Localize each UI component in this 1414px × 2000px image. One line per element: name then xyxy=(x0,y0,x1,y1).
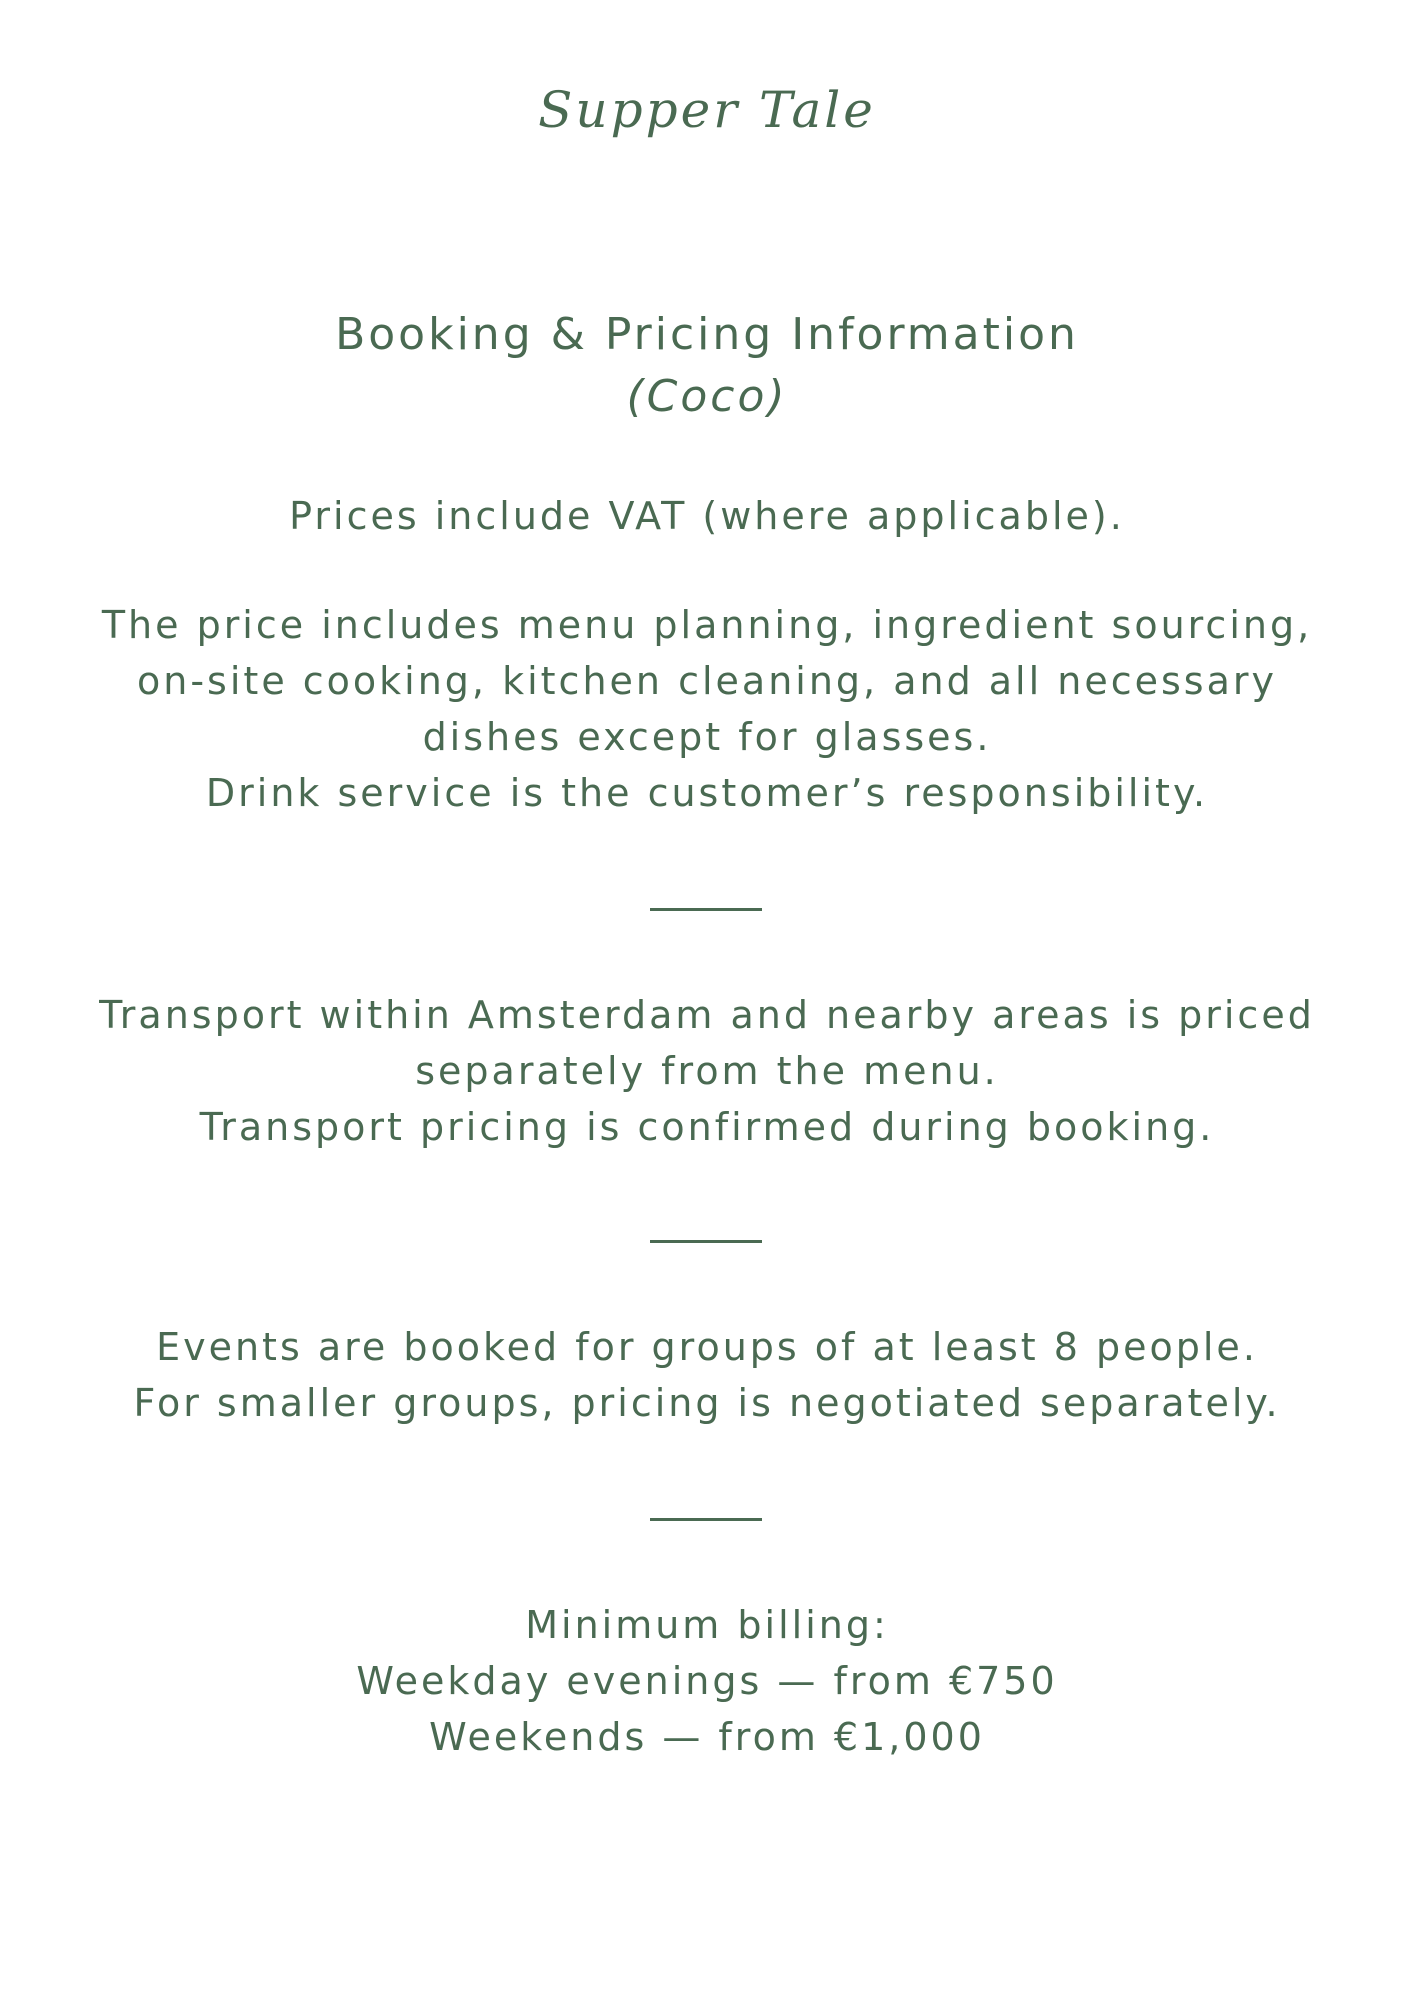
transport-line: separately from the menu. xyxy=(415,1049,999,1093)
groups-line: For smaller groups, pricing is negotiated separately. xyxy=(133,1381,1281,1425)
billing-line: Weekday evenings — from €750 xyxy=(356,1659,1058,1703)
includes-paragraph xyxy=(40,597,1374,821)
page-subtitle: (Coco) xyxy=(626,371,788,422)
groups-paragraph xyxy=(40,1319,1374,1431)
brand-title: Supper Tale xyxy=(538,81,876,139)
includes-line: dishes except for glasses. xyxy=(422,715,992,759)
vat-note: Prices include VAT (where applicable). xyxy=(289,494,1125,538)
section-divider xyxy=(650,1518,762,1521)
groups-line: Events are booked for groups of at least 8 people. xyxy=(156,1325,1258,1369)
page-title: Booking & Pricing Information xyxy=(335,309,1079,360)
includes-line: Drink service is the customer’s responsibility. xyxy=(205,771,1209,815)
transport-paragraph xyxy=(40,987,1374,1155)
includes-line: The price includes menu planning, ingredient sourcing, xyxy=(101,603,1313,647)
billing-paragraph xyxy=(40,1597,1374,1765)
transport-line: Transport within Amsterdam and nearby areas is priced xyxy=(99,993,1315,1037)
heading-block xyxy=(0,304,1414,428)
section-divider xyxy=(650,1240,762,1243)
transport-line: Transport pricing is confirmed during booking. xyxy=(199,1105,1215,1149)
billing-line: Weekends — from €1,000 xyxy=(429,1715,985,1759)
billing-line: Minimum billing: xyxy=(525,1603,889,1647)
section-divider xyxy=(650,908,762,911)
includes-line: on-site cooking, kitchen cleaning, and all necessary xyxy=(137,659,1277,703)
